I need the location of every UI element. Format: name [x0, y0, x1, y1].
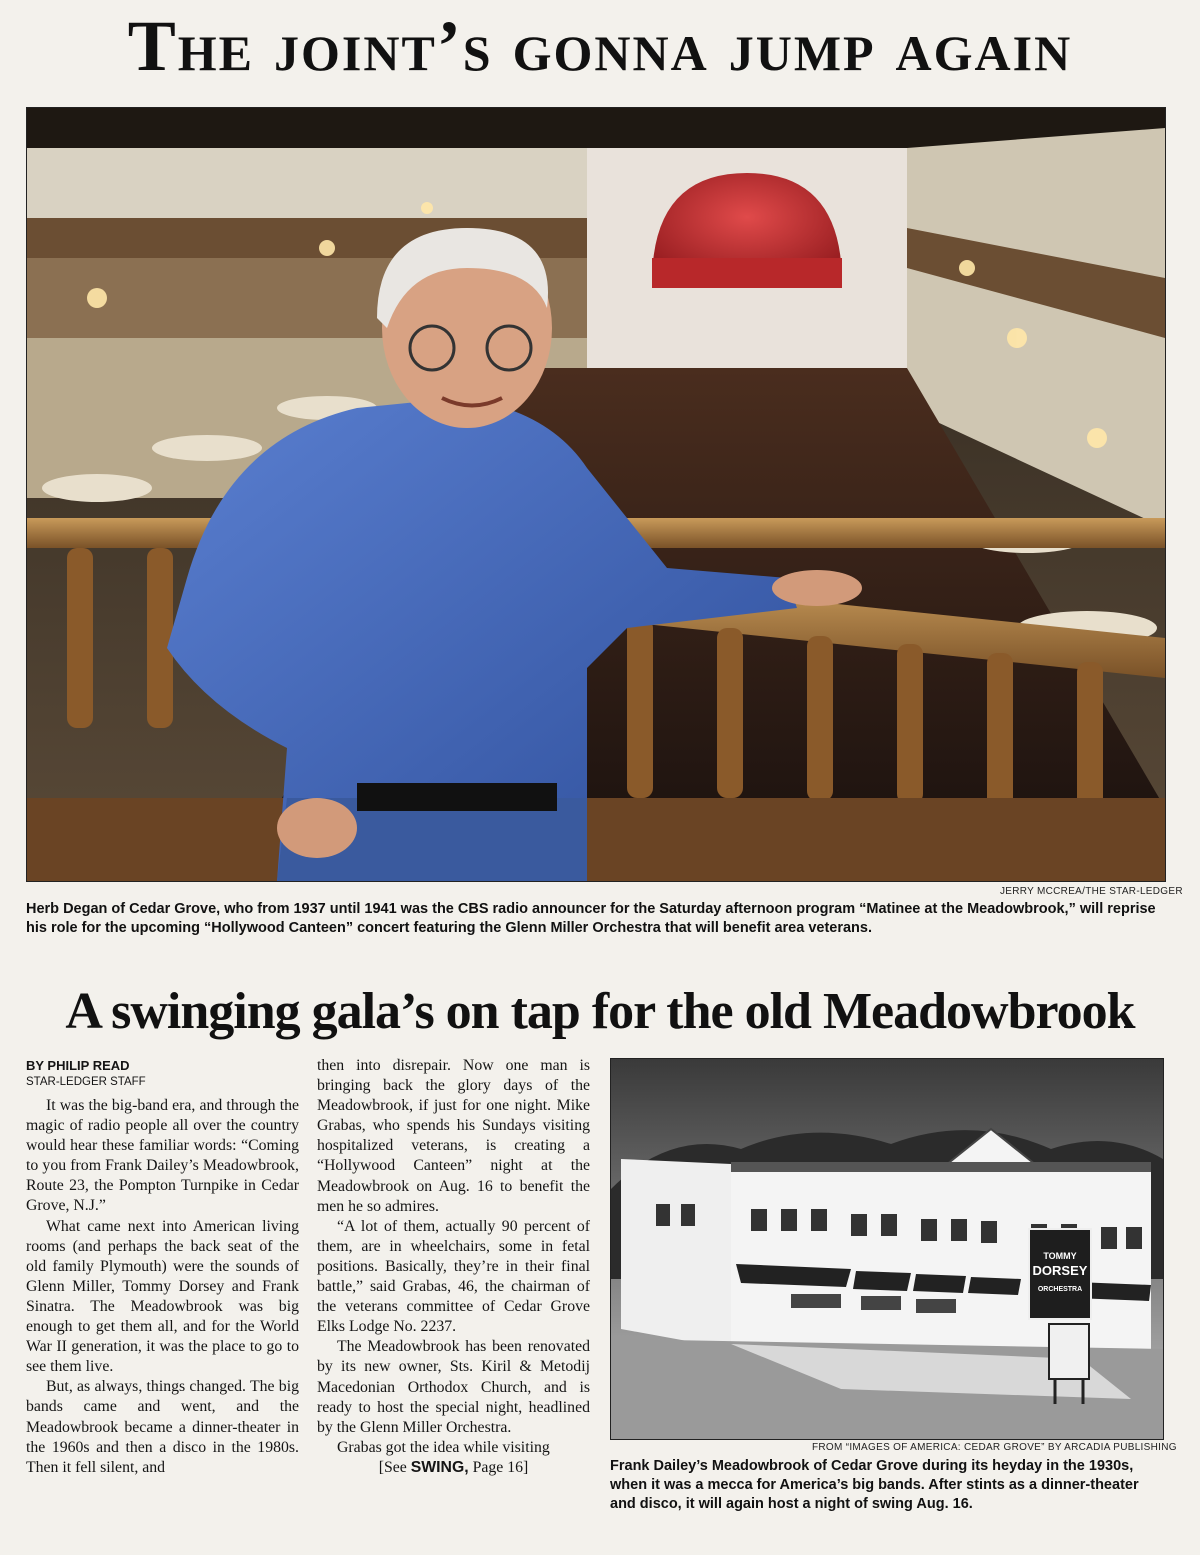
- jump-word: SWING,: [410, 1458, 469, 1476]
- story-headline: A swinging gala’s on tap for the old Meadowbrook: [65, 983, 1135, 1040]
- paragraph: Grabas got the idea while visiting: [337, 1438, 550, 1456]
- column-2: [317, 1056, 590, 1478]
- jump-line[interactable]: [317, 1458, 590, 1478]
- paragraph: then into disrepair. Now one man is bringing back the glory days of the Meadowbrook, if just for one night. Mike Grabas, who spends his Sundays visiting hospitalized veterans, is creating a “Hollywood Canteen” night at the Meadowbrook on Aug. 16 to benefit the men he so admires.: [317, 1057, 590, 1215]
- column-1: [26, 1096, 299, 1478]
- paragraph: “A lot of them, actually 90 percent of them, are in wheelchairs, some in fetal positions. Basically, they’re in their final battle,” said Grabas, 46, the chairman of the veterans committee of Cedar Grove Elks Lodge No. 2237.: [317, 1217, 590, 1336]
- paragraph: But, as always, things changed. The big bands came and went, and the Meadowbrook became a dinner-theater in the 1960s and then a disco in the 1980s. Then it fell silent, and: [26, 1378, 299, 1476]
- main-photo-caption: Herb Degan of Cedar Grove, who from 1937 until 1941 was the CBS radio announcer for the Saturday afternoon program “Matinee at the Meadowbrook,” will reprise his role for the upcoming “Hollywood Canteen” concert featuring the Glenn Miller Orchestra that will benefit area veterans.: [26, 901, 1156, 936]
- sign-line-3: ORCHESTRA: [1037, 1286, 1083, 1293]
- jump-suffix: Page 16]: [468, 1458, 529, 1476]
- side-photo-credit: FROM “IMAGES OF AMERICA: CEDAR GROVE” BY ARCADIA PUBLISHING: [812, 1442, 1177, 1453]
- side-photo-caption: Frank Dailey’s Meadowbrook of Cedar Grove during its heyday in the 1930s, when it was a mecca for America’s big bands. After stints as a dinner-theater and disco, it will again host a night of swing Aug. 16.: [610, 1458, 1139, 1512]
- sign-line-1: TOMMY: [1043, 1251, 1077, 1261]
- sign-line-2: DORSEY: [1032, 1263, 1088, 1278]
- paragraph: It was the big-band era, and through the magic of radio people all over the country would hear these familiar words: “Coming to you from Frank Dailey’s Meadowbrook, Route 23, the Pompton Turnpike in Cedar Grove, N.J.”: [26, 1097, 299, 1215]
- jump-prefix: [See: [378, 1458, 411, 1476]
- kicker-headline: The joint’s gonna jump again: [127, 6, 1073, 86]
- byline: BY PHILIP READ: [26, 1058, 130, 1073]
- main-photo-credit: JERRY MCCREA/THE STAR-LEDGER: [1000, 886, 1183, 897]
- side-photo: [610, 1058, 1164, 1440]
- paragraph: The Meadowbrook has been renovated by its new owner, Sts. Kiril & Metodij Macedonian Orthodox Church, and is ready to host the special night, headlined by the Glenn Miller Orchestra.: [317, 1338, 590, 1436]
- main-photo: [26, 107, 1166, 882]
- paragraph: What came next into American living rooms (and perhaps the back seat of the old family Plymouth) were the sounds of Glenn Miller, Tommy Dorsey and Frank Sinatra. The Meadowbrook was big enough to get them all, and for the World War II generation, it was the place to go to see them live.: [26, 1217, 299, 1376]
- byline-staff: STAR-LEDGER STAFF: [26, 1076, 146, 1088]
